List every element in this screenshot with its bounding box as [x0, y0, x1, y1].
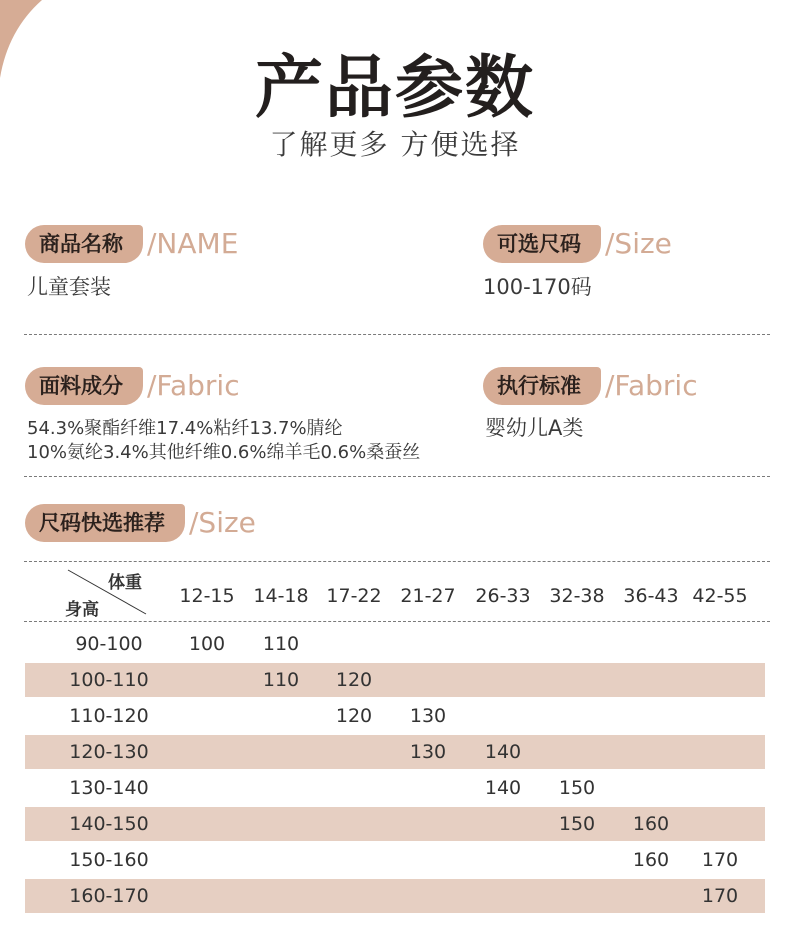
weight-corner-label: 体重	[108, 573, 142, 593]
fabric-label-pill: 面料成分	[25, 367, 143, 405]
height-cell: 110-120	[69, 705, 149, 727]
fabric-eng-label: /Fabric	[147, 369, 240, 402]
height-cell: 140-150	[69, 813, 149, 835]
section-size-chart	[25, 504, 345, 542]
size-cell: 110	[262, 633, 300, 655]
weight-header: 36-43	[623, 585, 679, 607]
height-cell: 130-140	[69, 777, 149, 799]
height-cell: 120-130	[69, 741, 149, 763]
standard-eng-label: /Fabric	[605, 369, 698, 402]
divider	[24, 334, 770, 335]
name-value: 儿童套装	[27, 275, 111, 299]
standard-value: 婴幼儿A类	[485, 416, 584, 440]
size-cell: 120	[335, 705, 373, 727]
height-corner-label: 身高	[65, 600, 99, 620]
size-cell: 150	[558, 813, 596, 835]
section-size	[483, 225, 763, 263]
height-cell: 100-110	[69, 669, 149, 691]
size-cell: 160	[632, 813, 670, 835]
standard-label-pill: 执行标准	[483, 367, 601, 405]
size-eng-label: /Size	[605, 227, 672, 260]
weight-header: 12-15	[179, 585, 235, 607]
name-label-pill: 商品名称	[25, 225, 143, 263]
size-cell: 140	[484, 777, 522, 799]
weight-header: 21-27	[400, 585, 456, 607]
height-cell: 90-100	[75, 633, 143, 655]
fabric-value-line1: 54.3%聚酯纤维17.4%粘纤13.7%腈纶	[27, 418, 343, 439]
name-eng-label: /NAME	[147, 227, 239, 260]
section-name	[25, 225, 325, 263]
size-cell: 150	[558, 777, 596, 799]
size-cell: 120	[335, 669, 373, 691]
height-cell: 150-160	[69, 849, 149, 871]
size-cell: 130	[409, 741, 447, 763]
section-fabric	[25, 367, 325, 405]
size-cell: 170	[701, 849, 739, 871]
size-chart-label-pill: 尺码快选推荐	[25, 504, 185, 542]
size-cell: 130	[409, 705, 447, 727]
size-value: 100-170码	[483, 275, 592, 299]
size-cell: 100	[188, 633, 226, 655]
size-label-pill: 可选尺码	[483, 225, 601, 263]
size-cell: 160	[632, 849, 670, 871]
page-title: 产品参数	[254, 49, 535, 128]
size-cell: 140	[484, 741, 522, 763]
divider	[24, 621, 770, 622]
page-subtitle: 了解更多 方便选择	[269, 128, 521, 161]
size-cell: 170	[701, 885, 739, 907]
size-chart-eng-label: /Size	[189, 506, 256, 539]
fabric-value-line2: 10%氨纶3.4%其他纤维0.6%绵羊毛0.6%桑蚕丝	[27, 442, 421, 463]
height-cell: 160-170	[69, 885, 149, 907]
weight-header: 14-18	[253, 585, 309, 607]
weight-header: 26-33	[475, 585, 531, 607]
divider	[24, 561, 770, 562]
weight-header: 32-38	[549, 585, 605, 607]
divider	[24, 476, 770, 477]
section-standard	[483, 367, 763, 405]
weight-header: 42-55	[692, 585, 748, 607]
size-cell: 110	[262, 669, 300, 691]
weight-header: 17-22	[326, 585, 382, 607]
